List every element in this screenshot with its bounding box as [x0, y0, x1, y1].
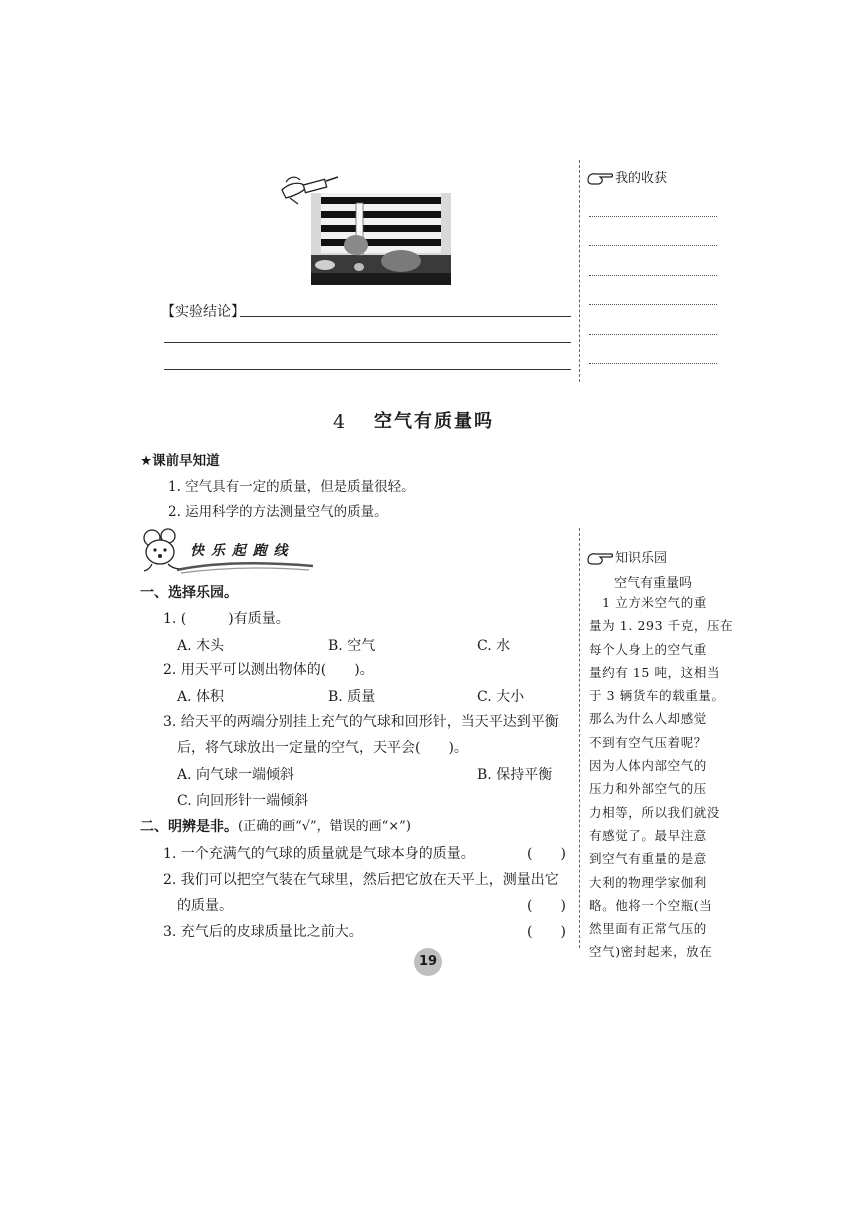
lesson-number: 4 — [333, 411, 346, 433]
notes-line[interactable] — [589, 275, 717, 276]
section2-heading: 二、明辨是非。 — [140, 819, 238, 835]
question-stem: 后，将气球放出一定量的空气，天平会( )。 — [177, 740, 468, 756]
answer-paren[interactable]: ( ) — [527, 898, 566, 914]
notes-line[interactable] — [589, 216, 717, 217]
knowledge-title: 空气有重量吗 — [614, 576, 693, 591]
lesson-title: 空气有质量吗 — [374, 411, 494, 432]
answer-line[interactable] — [240, 316, 571, 317]
preview-item: 2. 运用科学的方法测量空气的质量。 — [168, 504, 388, 520]
choice-option[interactable]: B. 质量 — [328, 689, 376, 705]
choice-option[interactable]: A. 木头 — [177, 638, 225, 654]
question-stem: 1. ( )有质量。 — [163, 611, 290, 627]
notes-line[interactable] — [589, 363, 717, 364]
choice-option[interactable]: C. 大小 — [477, 689, 525, 705]
judge-item: 的质量。 — [177, 898, 233, 914]
pointing-hand-icon — [586, 170, 614, 186]
answer-paren[interactable]: ( ) — [527, 924, 566, 940]
choice-option[interactable]: B. 保持平衡 — [477, 767, 553, 783]
choice-option[interactable]: C. 向回形针一端倾斜 — [177, 793, 309, 809]
judge-item: 3. 充气后的皮球质量比之前大。 — [163, 924, 363, 940]
knowledge-label: 知识乐园 — [615, 551, 668, 566]
notes-line[interactable] — [589, 304, 717, 305]
page-number: 19 — [418, 954, 438, 969]
answer-line[interactable] — [164, 342, 571, 343]
sidebar-divider — [579, 528, 580, 948]
harvest-title: 我的收获 — [615, 171, 668, 186]
choice-option[interactable]: B. 空气 — [328, 638, 376, 654]
section1-heading: 一、选择乐园。 — [140, 585, 238, 601]
notes-line[interactable] — [589, 245, 717, 246]
judge-item: 2. 我们可以把空气装在气球里，然后把它放在天平上，测量出它 — [163, 872, 559, 888]
answer-line[interactable] — [164, 369, 571, 370]
question-stem: 3. 给天平的两端分别挂上充气的气球和回形针，当天平达到平衡 — [163, 714, 559, 730]
preview-item: 1. 空气具有一定的质量，但是质量很轻。 — [168, 479, 415, 495]
choice-option[interactable]: A. 向气球一端倾斜 — [177, 767, 295, 783]
knowledge-text: 1 立方米空气的重 量为 1. 293 千克，压在 每个人身上的空气重 量约有 15 吨，这相当 于 3 辆货车的载重量。 那么为什么人却感觉 不到有空气压着呢？ 因为人体内部空气的 压力和外部空气的压 力相等，所以我们就没 有感觉了。最早注意 到空气有重量的是意 大利的物理学家伽利 略。他将一个空瓶(当 然里面有正常气压的 空气)密封起来，放在 — [589, 595, 734, 960]
pointing-hand-icon — [586, 550, 614, 566]
banner-text: 快 乐 起 跑 线 — [190, 543, 289, 559]
notes-line[interactable] — [589, 334, 717, 335]
answer-paren[interactable]: ( ) — [527, 846, 566, 862]
experiment-photo — [311, 193, 451, 285]
judge-item: 1. 一个充满气的气球的质量就是气球本身的质量。 — [163, 846, 475, 862]
sidebar-divider — [579, 160, 580, 382]
preview-heading: ★课前早知道 — [140, 453, 220, 469]
choice-option[interactable]: A. 体积 — [177, 689, 225, 705]
conclusion-label: 【实验结论】 — [161, 304, 245, 320]
question-stem: 2. 用天平可以测出物体的( )。 — [163, 662, 374, 678]
choice-option[interactable]: C. 水 — [477, 638, 511, 654]
section2-note: (正确的画“√”，错误的画“×”) — [238, 819, 411, 834]
banner-swoosh — [175, 558, 315, 574]
